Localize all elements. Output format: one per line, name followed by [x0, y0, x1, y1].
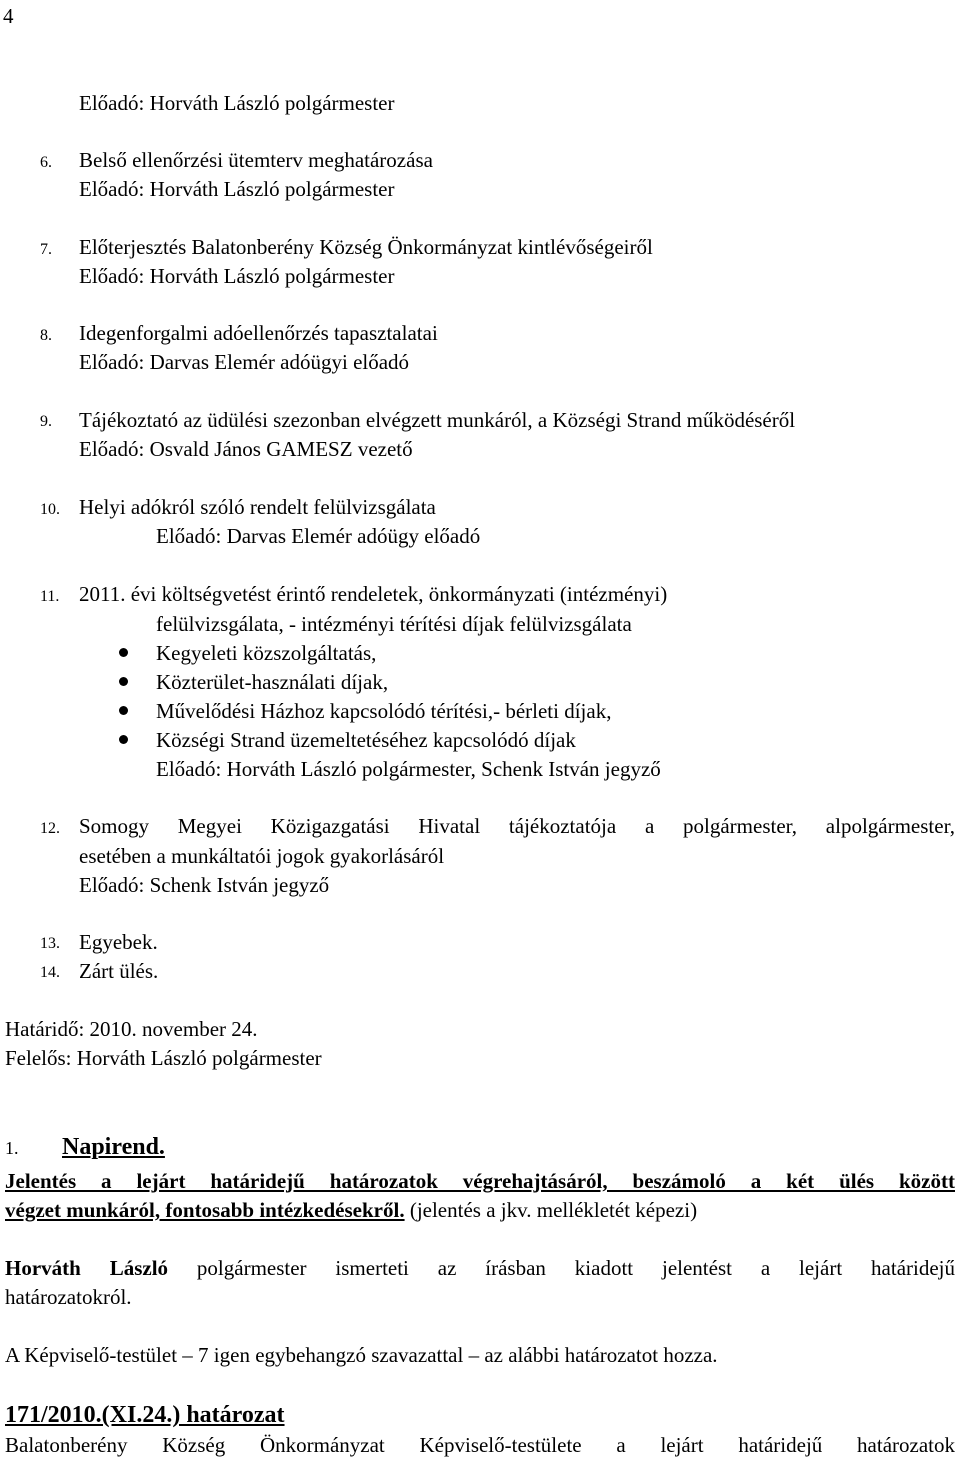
agenda-item-title: 2011. évi költségvetést érintő rendeletek, önkormányzati (intézményi) — [79, 582, 668, 606]
agenda-item-title-cont: felülvizsgálata, - intézményi térítési díjak felülvizsgálata — [156, 612, 632, 636]
agenda-item-title: Előterjesztés Balatonberény Község Önkormányzat kintlévőségeiről — [79, 235, 653, 259]
section-title-note: (jelentés a jkv. mellékletét képezi) — [404, 1198, 698, 1222]
agenda-item-title: Idegenforgalmi adóellenőrzés tapasztalatai — [79, 321, 438, 345]
agenda-item-title: Zárt ülés. — [79, 959, 159, 983]
agenda-item-title: Somogy Megyei Közigazgatási Hivatal tájékoztatója a polgármester, alpolgármester, — [79, 814, 955, 838]
agenda-item-title: Tájékoztató az üdülési szezonban elvégzett munkáról, a Községi Strand működéséről — [79, 408, 796, 432]
section-title-line2 — [5, 1198, 697, 1223]
agenda-item-presenter: Előadó: Horváth László polgármester — [79, 177, 395, 201]
bullet-dot — [119, 735, 128, 744]
paragraph-2: A Képviselő-testület – 7 igen egybehangzó szavazattal – az alábbi határozatot hozza. — [5, 1343, 718, 1367]
bullet-item: Közterület-használati díjak, — [156, 670, 389, 694]
section-heading: Napirend. — [62, 1134, 165, 1160]
bullet-dot — [119, 648, 128, 657]
agenda-item-number: 14. — [40, 964, 60, 981]
bullet-item: Művelődési Házhoz kapcsolódó térítési,- bérleti díjak, — [156, 699, 612, 723]
paragraph-1-text: polgármester ismerteti az írásban kiadott jelentést a lejárt határidejű — [168, 1256, 955, 1280]
deadline: Határidő: 2010. november 24. — [5, 1017, 258, 1041]
section-title-line1: Jelentés a lejárt határidejű határozatok végrehajtásáról, beszámoló a két ülés között — [5, 1169, 955, 1193]
bullet-dot — [119, 677, 128, 686]
agenda-item-number: 13. — [40, 935, 60, 952]
agenda-item-title-cont: esetében a munkáltatói jogok gyakorlásáról — [79, 844, 445, 868]
agenda-item-title: Helyi adókról szóló rendelt felülvizsgálata — [79, 495, 436, 519]
agenda-item-title: Belső ellenőrzési ütemterv meghatározása — [79, 148, 433, 172]
agenda-item-number: 12. — [40, 820, 60, 837]
agenda-item-presenter: Előadó: Darvas Elemér adóügyi előadó — [79, 350, 410, 374]
agenda-item-number: 10. — [40, 501, 60, 518]
bullet-item: Községi Strand üzemeltetéséhez kapcsolódó díjak — [156, 728, 576, 752]
agenda-item-number: 11. — [40, 588, 60, 605]
agenda-item-number: 7. — [40, 241, 52, 258]
paragraph-1-line2: határozatokról. — [5, 1285, 132, 1309]
section-title-bold: végzet munkáról, fontosabb intézkedésekről. — [5, 1198, 405, 1222]
agenda-item-number: 6. — [40, 154, 52, 171]
agenda-item-presenter: Előadó: Horváth László polgármester, Schenk István jegyző — [156, 757, 661, 781]
agenda-item-number: 9. — [40, 413, 52, 430]
page-number: 4 — [3, 4, 14, 28]
agenda-item-presenter: Előadó: Schenk István jegyző — [79, 873, 330, 897]
bullet-item: Kegyeleti közszolgáltatás, — [156, 641, 377, 665]
agenda-item-presenter: Előadó: Darvas Elemér adóügy előadó — [156, 524, 481, 548]
resolution-title: 171/2010.(XI.24.) határozat — [5, 1402, 285, 1428]
responsible: Felelős: Horváth László polgármester — [5, 1046, 322, 1070]
section-number: 1. — [5, 1138, 19, 1158]
speaker-name: Horváth László — [5, 1256, 169, 1280]
agenda-item-title: Egyebek. — [79, 930, 158, 954]
agenda-item-presenter: Előadó: Osvald János GAMESZ vezető — [79, 437, 413, 461]
agenda-item-number: 8. — [40, 327, 52, 344]
paragraph-1-line1 — [5, 1256, 955, 1281]
agenda-item-presenter: Előadó: Horváth László polgármester — [79, 264, 395, 288]
bullet-dot — [119, 706, 128, 715]
resolution-text: Balatonberény Község Önkormányzat Képviselő-testülete a lejárt határidejű határozatok — [5, 1433, 955, 1457]
intro-presenter: Előadó: Horváth László polgármester — [79, 91, 395, 115]
